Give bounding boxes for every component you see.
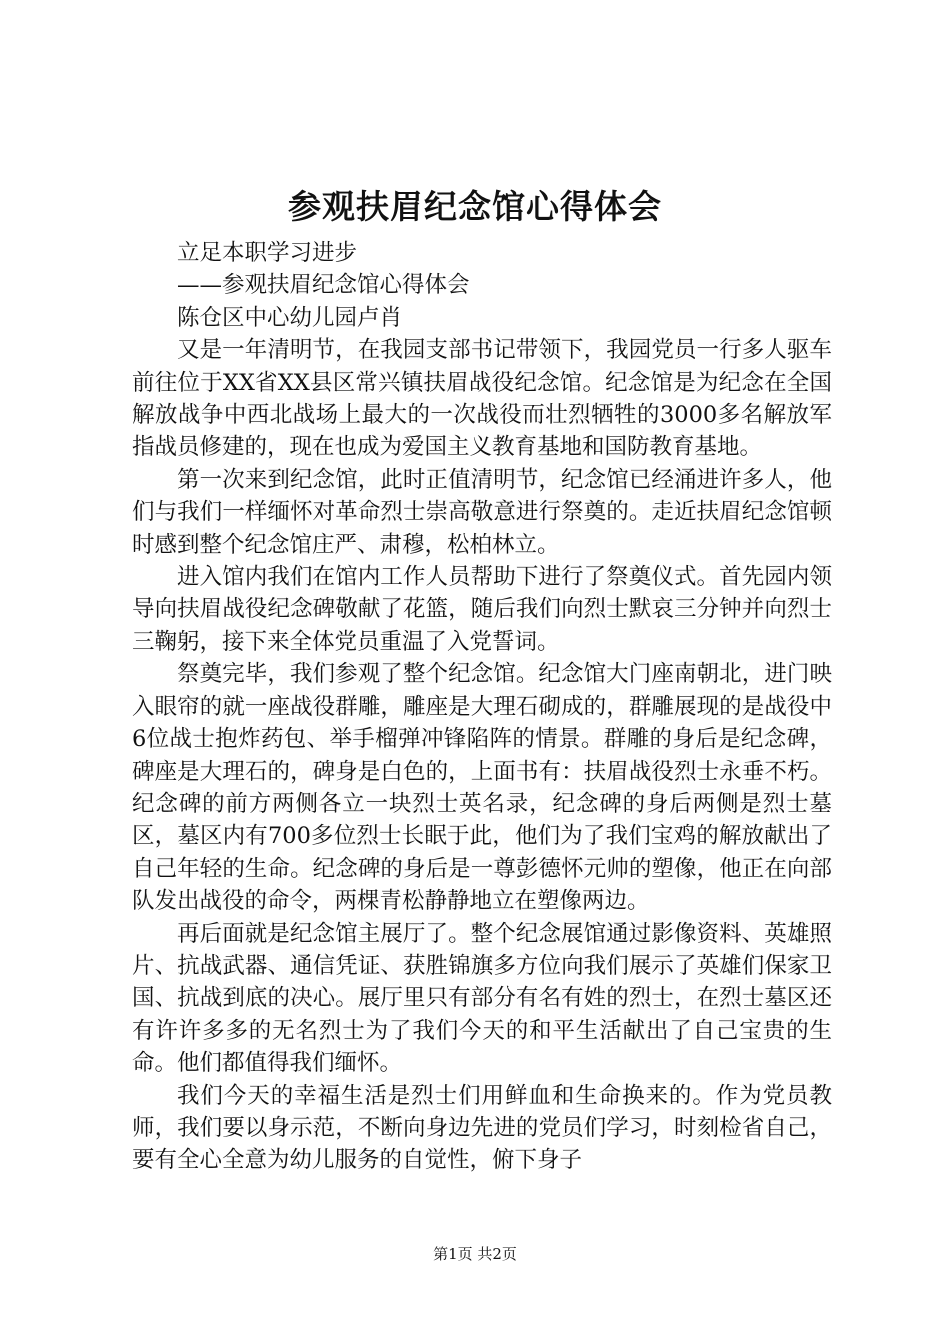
document-body [132,237,832,1177]
page-title: 参观扶眉纪念馆心得体会 [288,187,662,226]
paragraph-subtitle: ——参观扶眉纪念馆心得体会 [177,272,470,299]
paragraph: 进入馆内我们在馆内工作人员帮助下进行了祭奠仪式。首先园内领导向扶眉战役纪念碑敬献了花篮，随后我们向烈士默哀三分钟并向烈士三鞠躬，接下来全体党员重温了入党誓词。 [132,564,832,655]
paragraph: 祭奠完毕，我们参观了整个纪念馆。纪念馆大门座南朝北，进门映入眼帘的就一座战役群雕，雕座是大理石砌成的，群雕展现的是战役中6位战士抱炸药包、举手榴弹冲锋陷阵的情景。群雕的身后是纪念碑，碑座是大理石的，碑身是白色的，上面书有：扶眉战役烈士永垂不朽。纪念碑的前方两侧各立一块烈士英名录，纪念碑的身后两侧是烈士墓区，墓区内有700多位烈士长眠于此，他们为了我们宝鸡的解放献出了自己年轻的生命。纪念碑的身后是一尊彭德怀元帅的塑像，他正在向部队发出战役的命令，两棵青松静静地立在塑像两边。 [132,661,832,915]
page-footer: 第1页 共2页 [433,1245,517,1263]
paragraph: 第一次来到纪念馆，此时正值清明节，纪念馆已经涌进许多人，他们与我们一样缅怀对革命烈士崇高敬意进行祭奠的。走近扶眉纪念馆顿时感到整个纪念馆庄严、肃穆，松柏林立。 [132,466,832,558]
paragraph-author: 陈仓区中心幼儿园卢肖 [177,304,403,331]
paragraph: 我们今天的幸福生活是烈士们用鲜血和生命换来的。作为党员教师，我们要以身示范，不断向身边先进的党员们学习，时刻检省自己，要有全心全意为幼儿服务的自觉性，俯下身子 [132,1082,832,1174]
paragraph: 再后面就是纪念馆主展厅了。整个纪念展馆通过影像资料、英雄照片、抗战武器、通信凭证、获胜锦旗多方位向我们展示了英雄们保家卫国、抗战到底的决心。展厅里只有部分有名有姓的烈士，在烈士墓区还有许许多多的无名烈士为了我们今天的和平生活献出了自己宝贵的生命。他们都值得我们缅怀。 [132,920,832,1077]
paragraph: 又是一年清明节，在我园支部书记带领下，我园党员一行多人驱车前往位于XX省XX县区常兴镇扶眉战役纪念馆。纪念馆是为纪念在全国解放战争中西北战场上最大的一次战役而壮烈牺牲的3000多名解放军指战员修建的，现在也成为爱国主义教育基地和国防教育基地。 [132,337,832,461]
paragraph-heading: 立足本职学习进步 [177,240,358,266]
